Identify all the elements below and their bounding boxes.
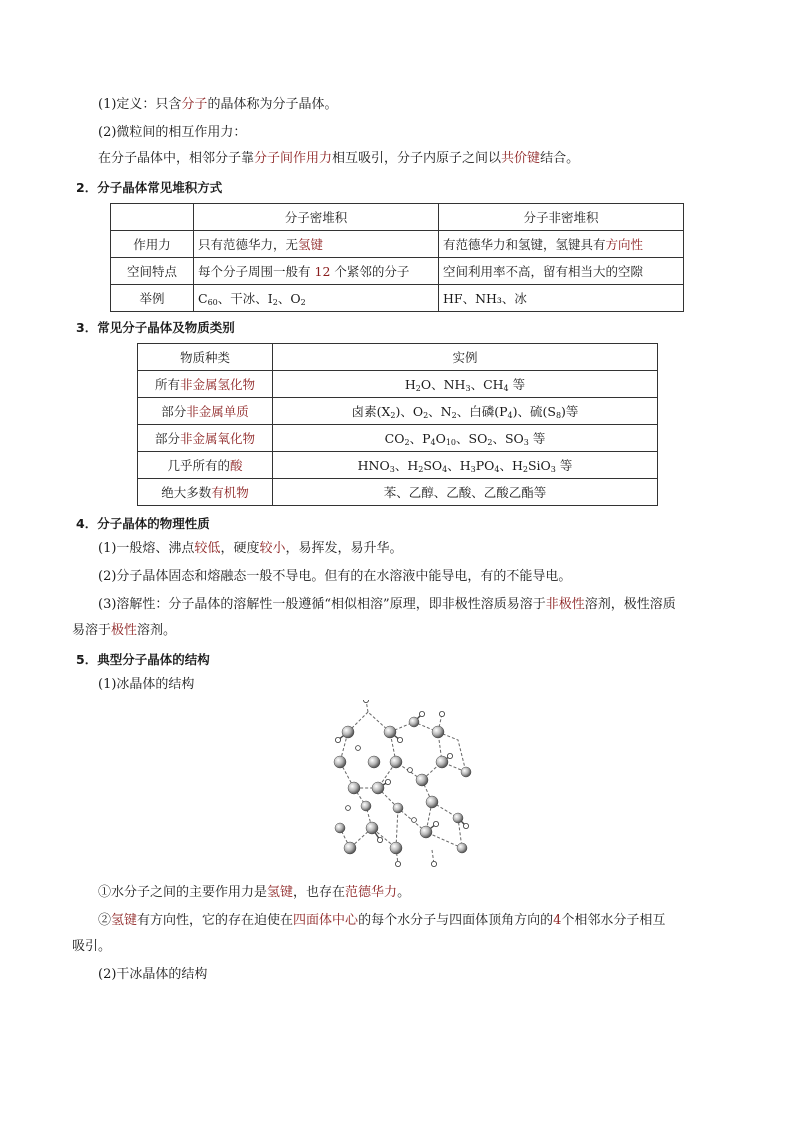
ice-crystal-diagram: [318, 700, 488, 872]
section-2-title: 2．分子晶体常见堆积方式: [76, 180, 223, 195]
stacking-table: [110, 203, 684, 312]
interaction-heading: (2)微粒间的相互作用力：: [98, 125, 247, 140]
table-row: [111, 204, 684, 231]
table-row: 物质种类 实例: [138, 344, 658, 371]
table-row: 空间特点 每个分子周围一般有 12 个紧邻的分子 空间利用率不高，留有相当大的空隙: [111, 258, 684, 285]
section-5-title: 5．典型分子晶体的结构: [76, 652, 210, 667]
property-line-1: (1)一般熔、沸点较低，硬度较小，易挥发，易升华。: [98, 541, 403, 556]
table-row: 作用力 只有范德华力，无氢键 有范德华力和氢键，氢键具有方向性: [111, 231, 684, 258]
ice-point-1: ①水分子之间的主要作用力是氢键，也存在范德华力。: [98, 885, 411, 900]
ice-heading: (1)冰晶体的结构: [98, 677, 195, 692]
property-line-2: (2)分子晶体固态和熔融态一般不导电。但有的在水溶液中能导电，有的不能导电。: [98, 569, 572, 584]
section-3-title: 3．常见分子晶体及物质类别: [76, 320, 235, 335]
example-cell: $C_{60}$、干冰、$I_2$、$O_2$: [194, 285, 439, 312]
table-row: 部分非金属单质 卤素$(X_2)$、$O_2$、$N_2$、白磷$(P_4)$、硫$(S_8)$等: [138, 398, 658, 425]
table-row: 部分非金属氧化物 $CO_2$、$P_4O_{10}$、$SO_2$、$SO_3$ 等: [138, 425, 658, 452]
definition-line: (1)定义：只含分子的晶体称为分子晶体。: [98, 97, 338, 112]
interaction-text: 在分子晶体中，相邻分子靠分子间作用力相互吸引，分子内原子之间以共价键结合。: [98, 151, 580, 166]
header-cell: 分子密堆积: [194, 204, 439, 231]
category-table: [137, 343, 658, 506]
section-4-title: 4．分子晶体的物理性质: [76, 516, 210, 531]
ice-point-2: ②氢键有方向性，它的存在迫使在四面体中心的每个水分子与四面体顶角方向的4个相邻水分子相互: [98, 913, 666, 928]
table-row: 举例 $C_{60}$、干冰、$I_2$、$O_2$ HF、NH₃、冰: [111, 285, 684, 312]
header-cell: 分子非密堆积: [439, 204, 684, 231]
table-row: 几乎所有的酸 $HNO_3$、$H_2SO_4$、$H_3PO_4$、$H_2SiO_3$ 等: [138, 452, 658, 479]
dry-ice-heading: (2)干冰晶体的结构: [98, 967, 208, 982]
ice-point-2-cont: 吸引。: [72, 939, 112, 954]
table-row: 所有非金属氢化物 $H_2O$、$NH_3$、$CH_4$ 等: [138, 371, 658, 398]
table-row: 绝大多数有机物 苯、乙醇、乙酸、乙酸乙酯等: [138, 479, 658, 506]
property-line-3: (3)溶解性：分子晶体的溶解性一般遵循“相似相溶”原理，即非极性溶质易溶于非极性溶剂，极性溶质: [98, 597, 676, 612]
property-line-4: 易溶于极性溶剂。: [72, 623, 177, 638]
